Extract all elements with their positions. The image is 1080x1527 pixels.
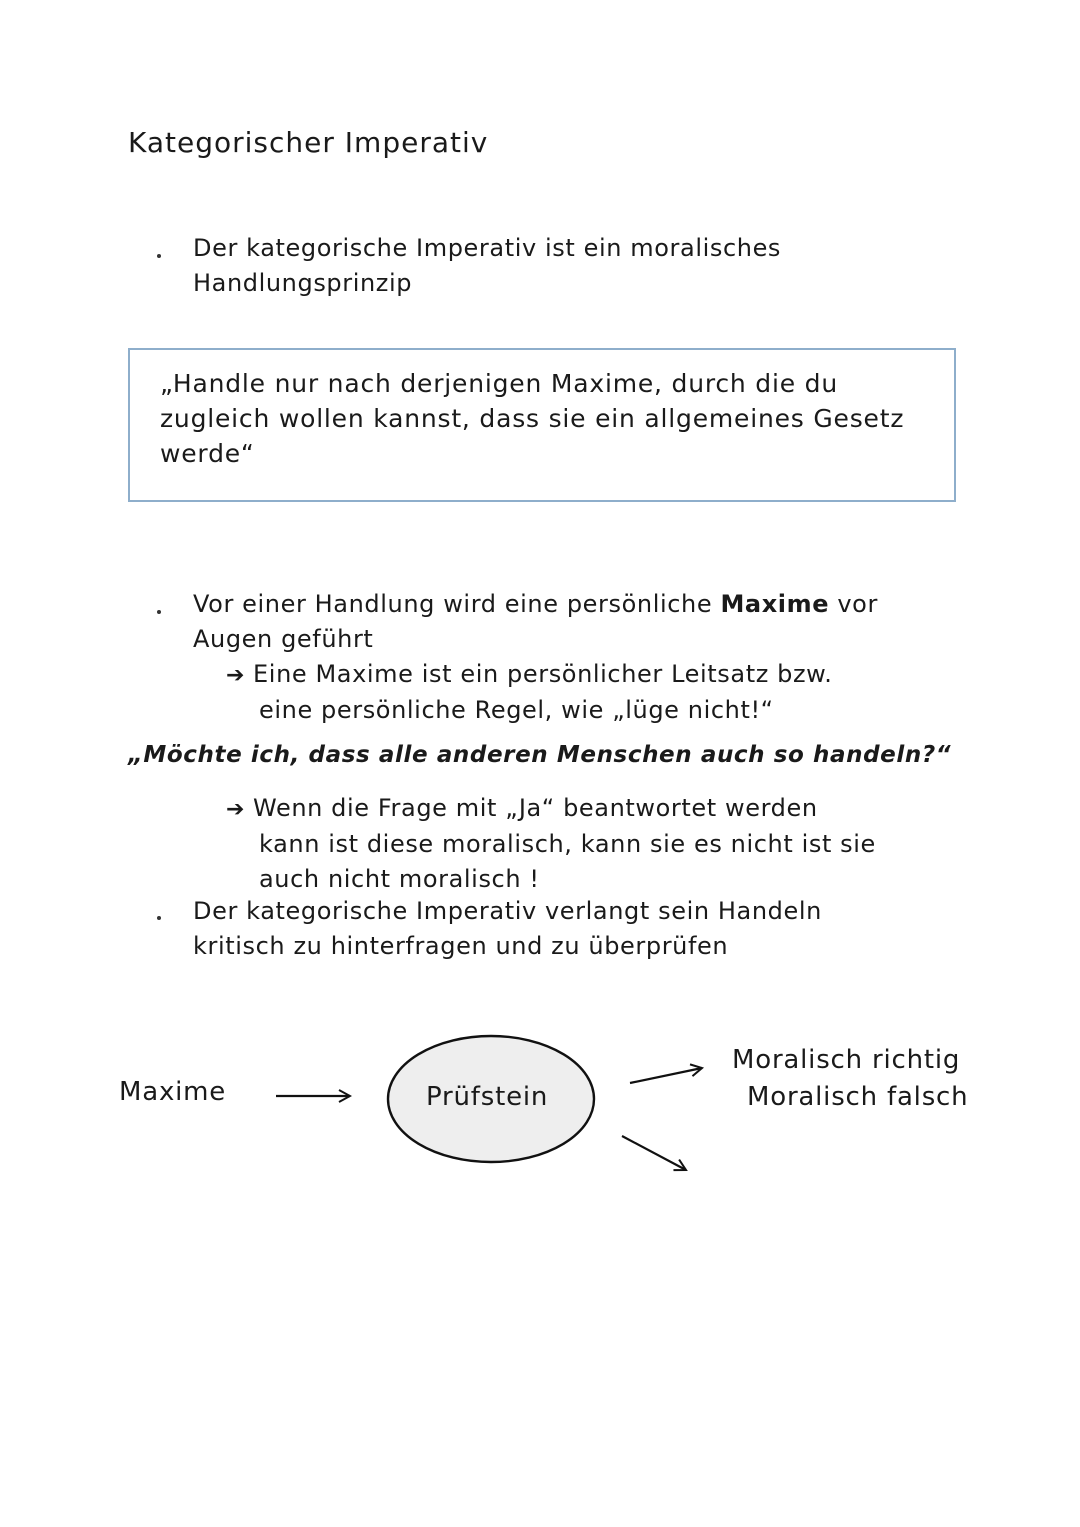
arrow-to-falsch xyxy=(622,1136,686,1170)
diagram-input-label: Maxime xyxy=(119,1077,227,1107)
bullet-1-line2: Handlungsprinzip xyxy=(193,269,413,297)
bullet-2-line1-pre: Vor einer Handlung wird eine persönliche xyxy=(193,590,721,618)
quote-line3: werde“ xyxy=(160,439,255,468)
page-title: Kategorischer Imperativ xyxy=(128,126,489,159)
arrow-note-1-line2: eine persönliche Regel, wie „lüge nicht!“ xyxy=(259,696,774,724)
arrow-note-2-line2: kann ist diese moralisch, kann sie es nicht ist sie xyxy=(259,830,876,858)
bullet-2-line2: Augen geführt xyxy=(193,625,374,653)
bullet-3-line1: Der kategorische Imperativ verlangt sein Handeln xyxy=(193,897,822,925)
diagram-outcome-falsch: Moralisch falsch xyxy=(747,1082,969,1112)
bullet-1-line1: Der kategorische Imperativ ist ein moralisches xyxy=(193,234,782,262)
arrow-note-2-line3: auch nicht moralisch ! xyxy=(259,865,540,893)
right-arrow-icon: ➔ xyxy=(226,797,246,822)
bullet-3-line2: kritisch zu hinterfragen und zu überprüfen xyxy=(193,932,729,960)
diagram-outcome-richtig: Moralisch richtig xyxy=(732,1045,961,1075)
arrow-note-2-text: Wenn die Frage mit „Ja“ beantwortet werden xyxy=(253,794,818,822)
arrow-note-1-text: Eine Maxime ist ein persönlicher Leitsatz bzw. xyxy=(253,660,833,688)
right-arrow-icon: ➔ xyxy=(226,663,246,688)
maxime-term: Maxime xyxy=(720,590,830,618)
guiding-question: „Möchte ich, dass alle anderen Menschen auch so handeln?“ xyxy=(128,742,952,768)
quote-line2: zugleich wollen kannst, dass sie ein allgemeines Gesetz xyxy=(160,404,905,433)
quote-line1: „Handle nur nach derjenigen Maxime, durch die du xyxy=(160,369,838,398)
arrow-to-richtig xyxy=(630,1068,702,1083)
bullet-2-line1-post: vor xyxy=(829,590,878,618)
diagram-center-label: Prüfstein xyxy=(426,1082,549,1112)
